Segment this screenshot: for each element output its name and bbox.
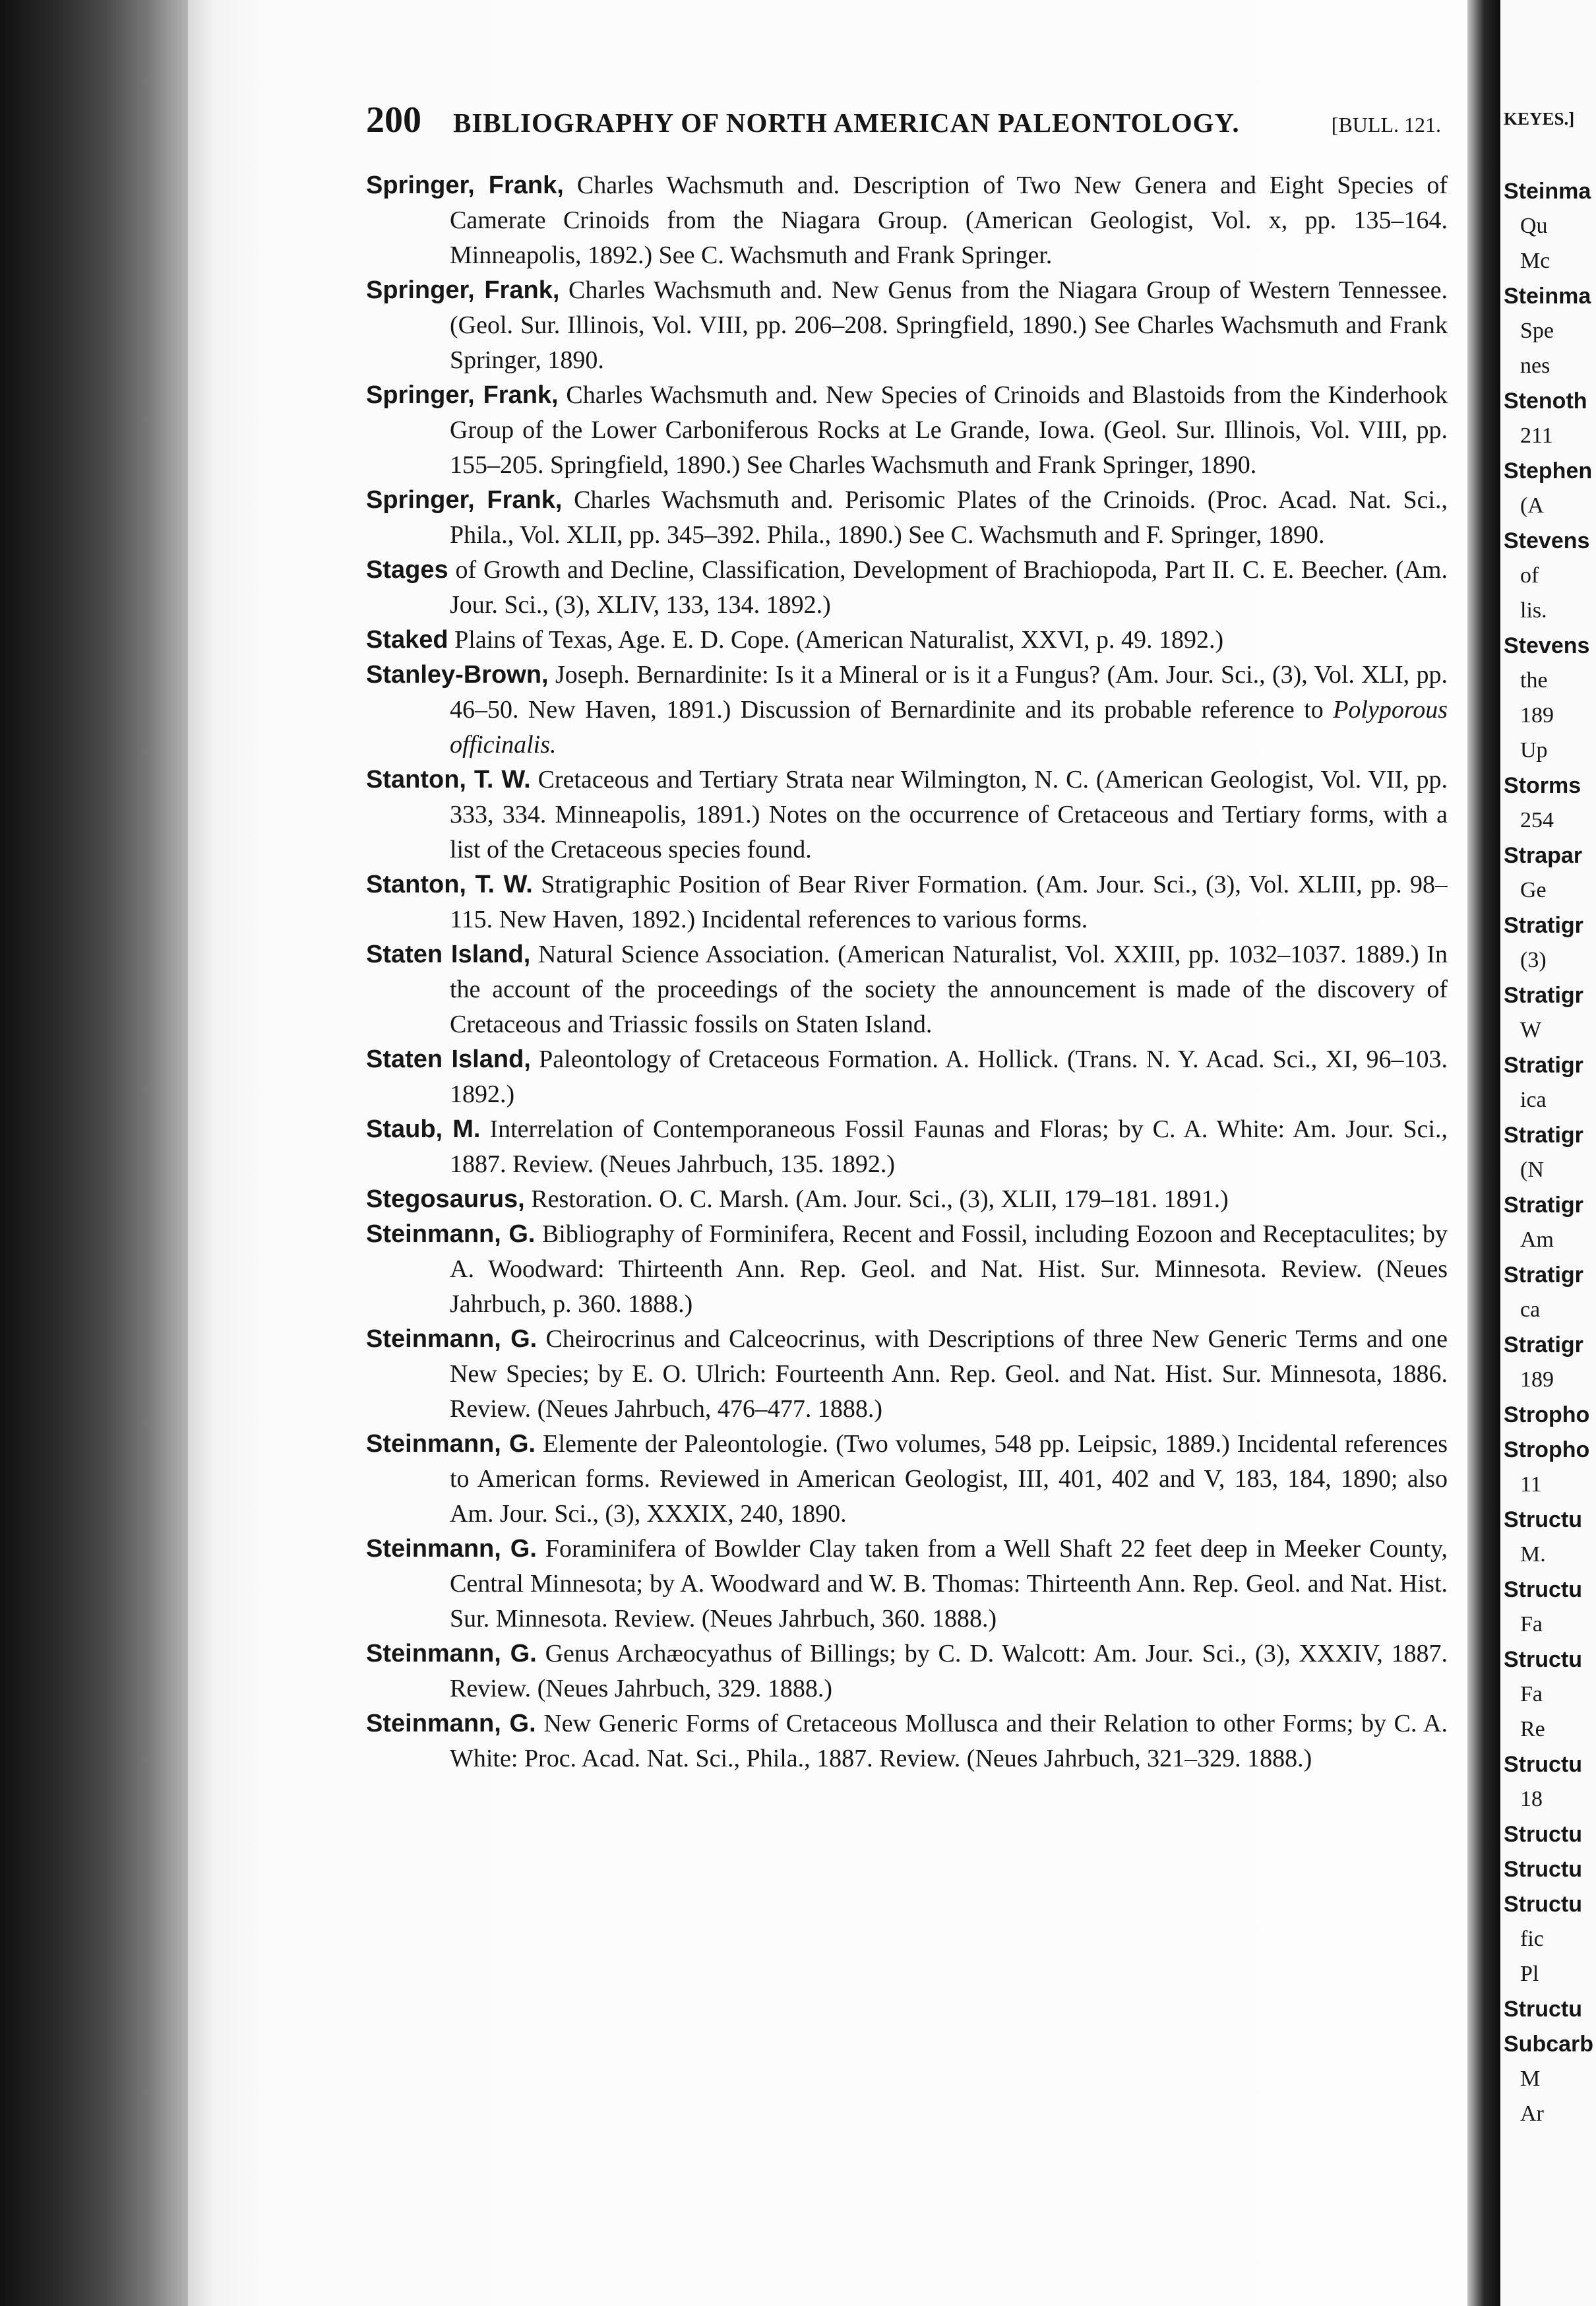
facing-page-fragment: Stevens: [1504, 528, 1590, 553]
bibliography-entry: [366, 1706, 1448, 1776]
facing-page-fragment: Structu: [1504, 1647, 1582, 1672]
entry-text: Joseph. Bernardinite: Is it a Mineral or is it a Fungus? (Am. Jour. Sci., (3), Vol. XLI, pp. 46–50. New Haven, 1891.) Discussion of Bernardinite and its probable reference to: [450, 661, 1448, 724]
entry-text: Foraminifera of Bowlder Clay taken from a Well Shaft 22 feet deep in Meeker County, Central Minnesota; by A. Woodward and W. B. Thomas: Thirteenth Ann. Rep. Geol. and Nat. Hist. Sur. Minnesota. Review. (Neues Jahrbuch, 360. 1888.): [450, 1535, 1448, 1633]
entry-italic-text: Polyporous officinalis.: [450, 696, 1448, 759]
facing-page-fragment: 18: [1520, 1787, 1543, 1811]
entry-text: Bibliography of Forminifera, Recent and Fossil, including Eozoon and Receptaculites; by A. Woodward: Thirteenth Ann. Rep. Geol. and Nat. Hist. Sur. Minnesota. Review. (Neues Jahrbuch, p. 360. 1888.): [450, 1220, 1448, 1318]
entry-headword: Steinmann, G.: [366, 1325, 537, 1353]
facing-page-fragment: Fa: [1520, 1612, 1543, 1636]
facing-page-fragment: Stevens: [1504, 633, 1590, 658]
entry-headword: Staub, M.: [366, 1115, 481, 1143]
facing-page-fragment: Stropho: [1504, 1437, 1590, 1462]
entry-text: Charles Wachsmuth and. New Species of Crinoids and Blastoids from the Kinderhook Group of the Lower Carboniferous Rocks at Le Grande, Iowa. (Geol. Sur. Illinois, Vol. VIII, pp. 155–205. Springfield, 1890.) See Charles Wachsmuth and Frank Springer, 1890.: [450, 381, 1448, 479]
facing-page-fragment: Structu: [1504, 1752, 1582, 1777]
bibliography-entry: [366, 168, 1448, 273]
facing-page-fragment: 254: [1520, 808, 1554, 832]
entry-headword: Steinmann, G.: [366, 1430, 536, 1458]
bulletin-reference: [BULL. 121.: [1331, 113, 1441, 137]
facing-page-fragment: Structu: [1504, 1857, 1582, 1882]
entry-text: Charles Wachsmuth and. New Genus from the Niagara Group of Western Tennessee. (Geol. Sur. Illinois, Vol. VIII, pp. 206–208. Springfield, 1890.) See Charles Wachsmuth and Frank Springer, 1890.: [450, 276, 1448, 374]
facing-page-fragment: Stephen: [1504, 458, 1593, 483]
entry-headword: Stages: [366, 556, 448, 584]
entry-headword: Staten Island,: [366, 941, 531, 968]
entry-headword: Steinmann, G.: [366, 1710, 536, 1737]
entry-text: of Growth and Decline, Classification, Development of Brachiopoda, Part II. C. E. Beecher. (Am. Jour. Sci., (3), XLIV, 133, 134. 1892.): [450, 556, 1448, 619]
facing-page-fragment: Stratigr: [1504, 1262, 1583, 1288]
entry-headword: Stanley-Brown,: [366, 661, 549, 689]
bibliography-entry: [366, 378, 1448, 483]
facing-page-fragment: Structu: [1504, 1822, 1582, 1847]
bibliography-entry: [366, 273, 1448, 378]
facing-page-fragment: 189: [1520, 703, 1554, 728]
facing-page-fragment: Steinma: [1504, 179, 1591, 204]
facing-page-fragment: Stropho: [1504, 1402, 1590, 1427]
bibliography-entries: [366, 168, 1448, 1776]
entry-headword: Stanton, T. W.: [366, 871, 533, 898]
facing-page-fragment: Ar: [1520, 2102, 1544, 2126]
facing-page-fragment: Strapar: [1504, 843, 1583, 868]
entry-text: Charles Wachsmuth and. Perisomic Plates of the Crinoids. (Proc. Acad. Nat. Sci., Phila., Vol. XLII, pp. 345–392. Phila., 1890.) See C. Wachsmuth and F. Springer, 1890.: [450, 486, 1448, 549]
bibliography-entry: [366, 763, 1448, 867]
entry-headword: Stegosaurus,: [366, 1185, 525, 1213]
entry-headword: Springer, Frank,: [366, 276, 560, 304]
bibliography-entry: [366, 1427, 1448, 1532]
entry-headword: Staked: [366, 626, 448, 654]
facing-page-fragment: Stratigr: [1504, 1123, 1583, 1148]
entry-headword: Stanton, T. W.: [366, 766, 531, 794]
facing-page-fragment: Stenoth: [1504, 389, 1587, 414]
bibliography-entry: [366, 867, 1448, 937]
entry-text: Elemente der Paleontologie. (Two volumes, 548 pp. Leipsic, 1889.) Incidental references to American forms. Reviewed in American Geologist, III, 401, 402 and V, 183, 184, 1890; also Am. Jour. Sci., (3), XXXIX, 240, 1890.: [450, 1430, 1448, 1528]
facing-page-fragment: ca: [1520, 1297, 1541, 1322]
bibliography-entry: [366, 658, 1448, 763]
bibliography-entry: [366, 623, 1448, 658]
entry-headword: Springer, Frank,: [366, 486, 563, 514]
entry-text: Cheirocrinus and Calceocrinus, with Descriptions of three New Generic Terms and one New Species; by E. O. Ulrich: Fourteenth Ann. Rep. Geol. and Nat. Hist. Sur. Minnesota, 1886. Review. (Neues Jahrbuch, 476–477. 1888.): [450, 1325, 1448, 1423]
facing-page-fragment: Up: [1520, 738, 1548, 763]
facing-page-fragment: (A: [1520, 493, 1544, 518]
facing-page-fragment: Am: [1520, 1228, 1554, 1252]
entry-headword: Steinmann, G.: [366, 1535, 537, 1563]
bibliography-entry: [366, 1322, 1448, 1427]
entry-text: Restoration. O. C. Marsh. (Am. Jour. Sci., (3), XLII, 179–181. 1891.): [531, 1185, 1229, 1213]
bibliography-entry: [366, 553, 1448, 623]
facing-page-fragment: (3): [1520, 948, 1547, 972]
facing-page-fragment: of: [1520, 563, 1539, 588]
entry-text: Natural Science Association. (American Naturalist, Vol. XXIII, pp. 1032–1037. 1889.) In the account of the proceedings of the society the announcement is made of the discovery of Cretaceous and Triassic fossils on Staten Island.: [450, 941, 1448, 1038]
running-title: BIBLIOGRAPHY OF NORTH AMERICAN PALEONTOLOGY.: [453, 108, 1240, 138]
facing-page: [1500, 0, 1596, 2306]
entry-text: Interrelation of Contemporaneous Fossil Faunas and Floras; by C. A. White: Am. Jour. Sci., 1887. Review. (Neues Jahrbuch, 135. 1892.): [450, 1115, 1448, 1178]
facing-page-fragment: Structu: [1504, 1577, 1582, 1602]
bibliography-entry: [366, 1112, 1448, 1182]
bibliography-entry: [366, 1636, 1448, 1706]
entry-headword: Staten Island,: [366, 1045, 531, 1073]
bibliography-entry: [366, 1042, 1448, 1112]
facing-page-fragment: Stratigr: [1504, 983, 1583, 1008]
facing-page-fragment: Stratigr: [1504, 1053, 1583, 1078]
entry-text: Charles Wachsmuth and. Description of Two New Genera and Eight Species of Camerate Crinoids from the Niagara Group. (American Geologist, Vol. x, pp. 135–164. Minneapolis, 1892.) See C. Wachsmuth and Frank Springer.: [450, 171, 1448, 269]
facing-page-fragment: Pl: [1520, 1962, 1539, 1986]
entry-headword: Steinmann, G.: [366, 1220, 536, 1248]
facing-page-fragment: Structu: [1504, 1892, 1582, 1917]
bibliography-entry: [366, 1532, 1448, 1636]
facing-page-fragment: Fa: [1520, 1682, 1543, 1706]
entry-headword: Springer, Frank,: [366, 381, 559, 409]
facing-page-fragment: ica: [1520, 1088, 1547, 1112]
facing-page-fragment: Steinma: [1504, 284, 1591, 309]
bibliography-entry: [366, 483, 1448, 553]
entry-headword: Springer, Frank,: [366, 171, 564, 199]
running-header: [366, 99, 1441, 152]
entry-text: Cretaceous and Tertiary Strata near Wilmington, N. C. (American Geologist, Vol. VII, pp. 333, 334. Minneapolis, 1891.) Notes on the occurrence of Cretaceous and Tertiary forms, with a list of the Cretaceous species found.: [450, 766, 1448, 863]
facing-page-fragment: 211: [1520, 423, 1553, 448]
facing-page-fragment: Stratigr: [1504, 1193, 1583, 1218]
facing-page-fragment: M.: [1520, 1542, 1546, 1567]
facing-page-fragment: Spe: [1520, 319, 1554, 343]
page-number: 200: [366, 100, 421, 140]
entry-text: Stratigraphic Position of Bear River Formation. (Am. Jour. Sci., (3), Vol. XLIII, pp. 98–115. New Haven, 1892.) Incidental references to various forms.: [450, 871, 1448, 933]
facing-page-fragment: Ge: [1520, 878, 1547, 902]
facing-page-fragment: lis.: [1520, 598, 1547, 623]
facing-page-fragment: Stratigr: [1504, 913, 1583, 938]
entry-text: Genus Archæocyathus of Billings; by C. D. Walcott: Am. Jour. Sci., (3), XXXIV, 1887. Review. (Neues Jahrbuch, 329. 1888.): [450, 1640, 1448, 1702]
facing-page-fragment: Qu: [1520, 214, 1548, 238]
facing-page-header: KEYES.]: [1504, 109, 1575, 129]
facing-page-fragment: fic: [1520, 1927, 1544, 1951]
facing-page-fragment: M: [1520, 2067, 1541, 2091]
entry-headword: Steinmann, G.: [366, 1640, 537, 1667]
facing-page-fragment: Mc: [1520, 249, 1550, 273]
facing-page-fragment: Re: [1520, 1717, 1545, 1741]
facing-page-fragment: Structu: [1504, 1997, 1582, 2022]
entry-text: Plains of Texas, Age. E. D. Cope. (American Naturalist, XXVI, p. 49. 1892.): [454, 626, 1224, 654]
book-binding: [0, 0, 191, 2306]
facing-page-fragment: (N: [1520, 1158, 1544, 1182]
page-gutter: [1467, 0, 1504, 2306]
facing-page-fragment: nes: [1520, 354, 1550, 378]
bibliography-entry: [366, 937, 1448, 1042]
entry-text: New Generic Forms of Cretaceous Mollusca and their Relation to other Forms; by C. A. White: Proc. Acad. Nat. Sci., Phila., 1887. Review. (Neues Jahrbuch, 321–329. 1888.): [450, 1710, 1448, 1772]
bibliography-entry: [366, 1182, 1448, 1217]
facing-page-fragment: W: [1520, 1018, 1542, 1042]
entry-text: Paleontology of Cretaceous Formation. A. Hollick. (Trans. N. Y. Acad. Sci., XI, 96–103. 1892.): [450, 1045, 1448, 1108]
facing-page-fragment: 189: [1520, 1367, 1554, 1392]
bibliography-entry: [366, 1217, 1448, 1322]
facing-page-fragment: Storms: [1504, 773, 1581, 798]
facing-page-fragment: Structu: [1504, 1507, 1582, 1532]
facing-page-fragment: Stratigr: [1504, 1332, 1583, 1357]
facing-page-fragment: the: [1520, 668, 1548, 693]
facing-page-fragment: Subcarb: [1504, 2032, 1594, 2057]
facing-page-fragment: 11: [1520, 1472, 1542, 1497]
